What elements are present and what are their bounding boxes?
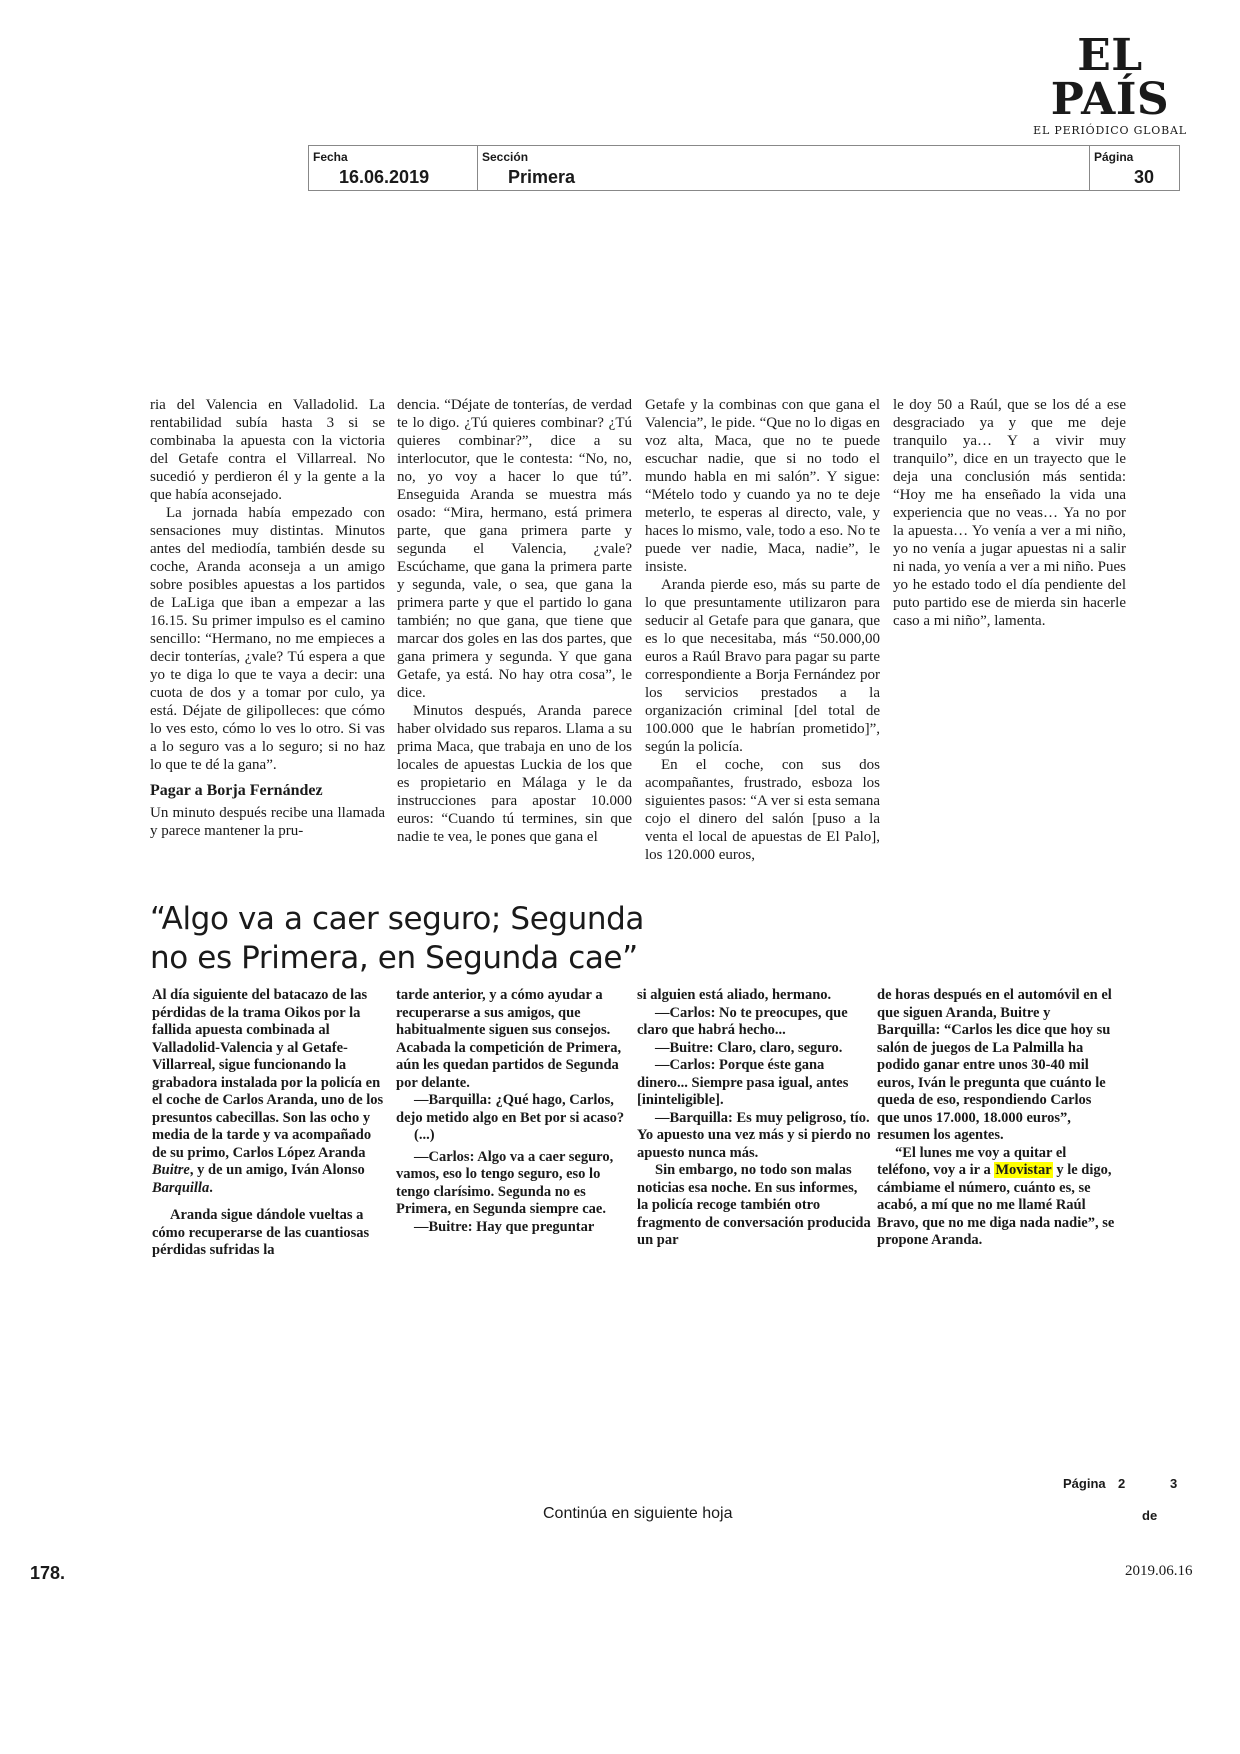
transcript-column-1 — [152, 987, 387, 1260]
paragraph: le doy 50 a Raúl, que se los dé a ese desgraciado ya y que me deje tranquilo ya… Y a vivir muy tranquilo”, dice en un trayecto que le deja una conclusión más sentida: “Hoy me ha enseñado la vida una experiencia que no veas… Ya no por la apuesta… Yo venía a ver a mi niño, yo no venía a jugar apuestas ni a salir ni nada, yo venía a ver a mi niño. Pues yo he estado todo el día pendiente del puto partido ese de mierda sin hacerle caso a mi niño”, lamenta. — [893, 397, 1126, 629]
paragraph: Aranda pierde eso, más su parte de lo que presuntamente utilizaron para seducir al Getafe para que ganara, que es lo que necesitaba, más “50.000,00 euros a Raúl Bravo para pagar su parte correspondiente a Borja Fernández por los servicios prestados a la organización criminal [del total de 100.000 que le habrían prometido]”, según la policía. — [645, 577, 880, 755]
paragraph: Un minuto después recibe una llamada y parece mantener la pru- — [150, 805, 385, 839]
newspaper-logo: EL PAÍS — [1050, 30, 1170, 125]
text-run: Al día siguiente del batacazo de las pérdidas de la trama Oikos por la fallida apuesta combinada al Valladolid-Valencia y al Getafe-Villarreal, sigue funcionando la grabadora instalada por la policía en el coche de Carlos Aranda, uno de los presuntos cabecillas. Son las ocho y media de la tarde y va acompañado de su primo, Carlos López Aranda — [152, 987, 384, 1161]
masthead — [1030, 30, 1190, 137]
paragraph: si alguien está aliado, hermano. — [637, 987, 832, 1003]
text-run: y le digo, cámbiame el número, cuánto es, se acabó, a mí que no me llamé Raúl Bravo, que no me diga nada nadie”, se propone Aranda. — [877, 1162, 1115, 1248]
paragraph: ria del Valencia en Valladolid. La rentabilidad subía hasta 3 si se combinaba la apuesta con la victoria del Getafe contra el Villarreal. No sucedió y perdieron él y la gente a la que había aconsejado. — [150, 397, 385, 503]
pagina-cell — [1089, 146, 1180, 190]
article-column-1 — [150, 396, 385, 840]
transcript-column-4 — [877, 987, 1117, 1250]
transcript-column-3 — [637, 987, 872, 1250]
footer-page-current: 2 — [1118, 1476, 1126, 1491]
dialogue-line: —Buitre: Hay que preguntar — [414, 1218, 595, 1235]
article-column-2 — [397, 396, 632, 846]
fecha-label: Fecha — [313, 150, 348, 164]
dialogue-line: —Buitre: Claro, claro, seguro. — [655, 1039, 843, 1056]
article-column-3 — [645, 396, 880, 864]
paragraph: En el coche, con sus dos acompañantes, frustrado, esboza los siguientes pasos: “A ver si esta semana cojo el dinero del salón [puso a la venta el local de apuestas de El Palo], los 120.000 euros, — [645, 757, 880, 863]
seccion-cell — [477, 146, 1090, 190]
dialogue-line: —Barquilla: Es muy peligroso, tío. Yo apuesto una vez más y si pierdo no apuesto nunca más. — [637, 1109, 871, 1161]
nickname-buitre: Buitre — [152, 1162, 190, 1178]
headline-line-1: “Algo va a caer seguro; Segunda — [150, 901, 645, 937]
paragraph: Aranda sigue dándole vueltas a cómo recuperarse de las cuantiosas pérdidas sufridas la — [152, 1207, 370, 1258]
paragraph: de horas después en el automóvil en el que siguen Aranda, Buitre y Barquilla: “Carlos les dice que hoy su salón de juegos de La Palmilla ha podido ganar entre unos 30-40 mil euros, Iván le pregunta que cuánto le queda de eso, respondiendo Carlos que unos 17.000, 18.000 euros”, resumen los agentes. — [877, 987, 1112, 1143]
page-number: 178. — [30, 1563, 66, 1583]
paragraph: dencia. “Déjate de tonterías, de verdad te lo digo. ¿Tú quieres combinar? ¿Tú quieres combinar?”, dice a su interlocutor, que le contesta: “No, no, no, yo voy a hacer lo que tú”. Enseguida Aranda se muestra más osado: “Mira, hermano, está primera parte, que gana primera parte y segunda el Valencia, ¿vale? Escúchame, que gana la primera parte y segunda, vale, o sea, que gana la primera parte y que el partido lo gana también; no que gana, que tiene que marcar dos goles en las dos partes, que gana primera y segunda. Y que gana Getafe, ya está. No hay otra cosa”, le dice. — [397, 397, 632, 701]
dialogue-line: —Carlos: Porque éste gana dinero... Siempre pasa igual, antes [ininteligible]. — [637, 1057, 849, 1108]
article-column-4 — [893, 396, 1126, 630]
fecha-cell — [309, 146, 477, 190]
transcript-column-2 — [396, 987, 631, 1236]
pagina-value: 30 — [1133, 167, 1154, 187]
continues-notice: Continúa en siguiente hoja — [543, 1505, 733, 1522]
paragraph — [877, 1145, 1117, 1250]
dialogue-line: (...) — [414, 1127, 435, 1143]
seccion-label: Sección — [482, 150, 529, 164]
highlighted-term: Movistar — [995, 1162, 1052, 1178]
dialogue-line: —Carlos: No te preocupes, que claro que habrá hecho... — [637, 1004, 848, 1038]
dialogue-line: —Carlos: Algo va a caer seguro, vamos, eso lo tengo seguro, eso lo tengo clarísimo. Segunda no es Primera, en Segunda siempre cae. — [396, 1148, 614, 1217]
nickname-barquilla: Barquilla — [152, 1179, 210, 1196]
date-stamp: 2019.06.16 — [1125, 1563, 1193, 1579]
headline-line-2: no es Primera, en Segunda cae” — [150, 940, 638, 976]
text-run: . — [209, 1179, 213, 1196]
seccion-value: Primera — [508, 167, 576, 187]
article-info-bar — [308, 145, 1180, 191]
footer-page-total: 3 — [1170, 1476, 1178, 1491]
footer-pagina-label: Página — [1063, 1476, 1106, 1491]
paragraph: La jornada había empezado con sensaciones muy distintas. Minutos antes del mediodía, también desde su coche, Aranda aconseja a un amigo sobre posibles apuestas a los partidos de LaLiga que iban a empezar a las 16.15. Su primer impulso es el camino sencillo: “Hermano, no me empieces a decir tonterías, ¿vale? Tú espera a que yo te diga lo que te vaya a decir: una cuota de dos y a tomar por culo, ya está. Déjate de gilipolleces: que cómo lo ves esto, cómo lo ves lo otro. Si vas a lo seguro vas a lo seguro; si no haz lo que te dé la gana”. — [150, 505, 385, 773]
text-run: , y de un amigo, Iván Alonso — [189, 1162, 365, 1178]
text-run: “El lunes me voy a quitar el teléfono, voy a ir a — [877, 1144, 1067, 1178]
subheading: Pagar a Borja Fernández — [150, 782, 323, 799]
dialogue-line: —Barquilla: ¿Qué hago, Carlos, dejo metido algo en Bet por si acaso? — [396, 1092, 625, 1126]
pagina-label: Página — [1094, 150, 1134, 164]
newspaper-tagline: EL PERIÓDICO GLOBAL — [1033, 124, 1187, 137]
footer-de-label: de — [1142, 1508, 1158, 1523]
paragraph: Getafe y la combinas con que gana el Valencia”, le pide. “Que no lo digas en voz alta, Maca, que no te puede escuchar nadie, que si no todo el mundo habla en mi salón”. Y sigue: “Mételo todo y cuando ya no te deje meterlo, te esperas al directo, vale, y haces lo mismo, vale, todo a eso. No te puede ver nadie, Maca, nadie”, le insiste. — [645, 397, 880, 575]
paragraph: tarde anterior, y a cómo ayudar a recuperarse a sus amigos, que habitualmente siguen sus consejos. Acabada la competición de Primera, aún les quedan partidos de Segunda por delante. — [396, 987, 622, 1091]
pull-headline — [150, 900, 650, 978]
fecha-value: 16.06.2019 — [339, 167, 430, 187]
paragraph — [152, 987, 387, 1197]
paragraph: Sin embargo, no todo son malas noticias esa noche. En sus informes, la policía recoge también otro fragmento de conversación producida un par — [637, 1162, 871, 1248]
paragraph: Minutos después, Aranda parece haber olvidado sus reparos. Llama a su prima Maca, que trabaja en uno de los locales de apuestas Luckia de los que es propietario en Málaga y le da instrucciones para apostar 10.000 euros: “Cuando tú termines, sin que nadie te vea, le pones que gana el — [397, 703, 632, 845]
